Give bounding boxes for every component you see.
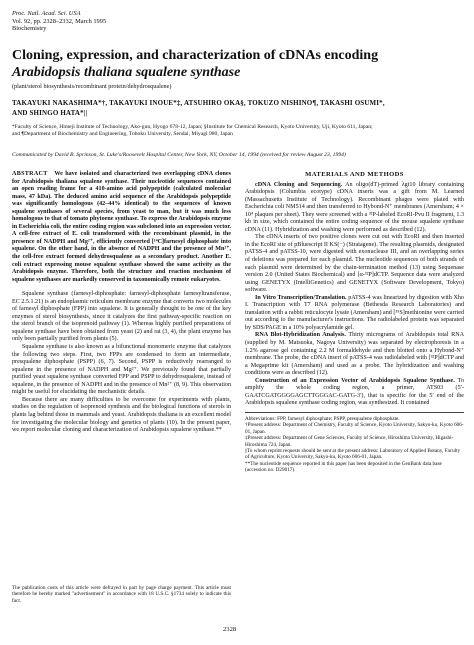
article-title: [12, 48, 464, 81]
subheading-in-vitro: In Vitro Transcription/Translation.: [255, 294, 347, 301]
journal-name: Proc. Natl. Acad. Sci. USA: [12, 10, 81, 17]
methods-paragraph-4-text: Thirty micrograms of Arabidopsis total RNA (supplied by M. Matsuoka, Nagoya University) was separated by electrophoresis in a 1.2% agarose gel containing 2.2 M formaldehyde and then blotted onto a Hybond-N⁺ membrane. The probe, the cDNA insert of pATSS-4 was radiolabeled with [³²P]dCTP and a Megaprime kit (Amersham) and used as a probe. The hybridization and washing conditions were as described (12).: [245, 332, 464, 377]
methods-paragraph-1: [245, 182, 464, 235]
methods-paragraph-5-text: To amplify the whole coding region, a primer, ATS03 (5′-GAATCGATGGGGAGCTTGGGAC-GATG-3′), that is specific for the 5′ end of the Arabidopsis squalene synthase coding region, was synthesized. It contained: [245, 377, 464, 407]
publication-cost-note: The publication costs of this article were defrayed in part by page charge payment. This article must therefore be hereby marked "advertisement" in accordance with 18 U.S.C. §1734 solely to indicate this fact.: [12, 585, 231, 604]
footnote-abbreviations: Abbreviations: FPP, farnesyl diphosphate; PSPP, presqualene diphosphate.: [245, 415, 400, 422]
subheading-rna-blot: RNA Blot-Hybridization Analysis.: [255, 332, 346, 339]
title-line-2-text: Arabidopsis thaliana squalene synthase: [12, 64, 241, 80]
methods-paragraph-2: [245, 234, 464, 294]
footnote-reprints: ||To whom reprint requests should be sent at the present address: Laboratory of Applied Botany, Faculty of Agriculture, Kyoto University, Sakyo-ku, Kyoto 606-01, Japan.: [245, 447, 461, 461]
subheading-cdna-cloning: cDNA Cloning and Sequencing.: [255, 181, 343, 188]
intro-paragraph-1: Squalene synthase (farnesyl-diphosphate: farnesyl-diphosphate farnesyltransferase, EC 2.5.1.21) is an endoplasmic reticulum membrane enzyme that converts two molecules of farnesyl diphosphate (FPP) into squalene. It is generally thought to be one of the key enzymes of sterol biosynthesis, since it catalyzes the first pathway-specific reaction on the sterol branch of the isoprenoid pathway (1). Whereas highly purified preparations of squalene synthase have been obtained from yeast (2) and rat (3, 4), the plant enzyme has only been partially purified from plants (5).: [12, 291, 231, 343]
section-heading-methods: MATERIALS AND METHODS: [305, 171, 404, 178]
journal-header: [12, 10, 106, 33]
affiliation-line-2: and ¶Department of Biochemistry and Engineering, Tohoku University, Sendai, Miyagi 980, Japan: [12, 131, 233, 138]
keywords: (plant/sterol biosynthesis/recombinant protein/dehydrosqualene): [12, 83, 172, 90]
journal-section: Biochemistry: [12, 25, 47, 33]
subheading-expression-vector: Construction of an Expression Vector of Arabidopsis Squalene Synthase.: [255, 377, 455, 384]
author-list: [12, 98, 464, 118]
left-column: [12, 171, 231, 435]
authors-line-2: AND SHINGO HATA*||: [12, 109, 88, 117]
affiliations: [12, 124, 464, 138]
communicated-by: Communicated by David B. Sprinson, St. Luke's/Roosevelt Hospital Center, New York, NY, October 14, 1994 (received for review August 23, 1994): [12, 152, 346, 158]
right-column: [245, 171, 464, 474]
footnote-genbank: **The nucleotide sequence reported in this paper has been deposited in the GenBank data base (accession no. D29017).: [245, 460, 442, 474]
methods-paragraph-1-text: An oligo(dT)-primed λgt10 library containing Arabidopsis (Columbia ecotype) cDNA inserts was a gift from M. Learned (Massachusetts Institute of Technology). Recombinant phages were plated with Escherichia coli NM514 and then transferred to Hybond-N⁺ membranes (Amersham; 4 × 10⁴ plaques per sheet). They were screened with a ³²P-labeled EcoRI-Pvu II fragment, 1.3 kb in size, which contained the entire coding sequence of the mouse squalene synthase cDNA (11). Hybridization and washing were performed as described (12).: [245, 181, 465, 233]
abstract: [12, 171, 231, 284]
affiliation-line-1: *Faculty of Science, Himeji Institute of Technology, Ako-gun, Hyogo 678-12, Japan; §Institute for Chemical Research, Kyoto University, Uji, Kyoto 611, Japan;: [12, 124, 373, 130]
methods-paragraph-5: [245, 378, 464, 408]
footnote-address-2: ‡Present address: Department of Gene Sciences, Faculty of Science, Hiroshima University, Higashi-Hiroshima 724, Japan.: [245, 435, 454, 448]
authors-line-1: TAKAYUKI NAKASHIMA*†, TAKAYUKI INOUE*‡, ATSUHIRO OKA§, TOKUZO NISHINO¶, TAKASHI OSUMI*,: [12, 99, 385, 107]
methods-paragraph-4: [245, 332, 464, 377]
intro-paragraph-2: Squalene synthase is also known as a bifunctional monomeric enzyme that catalyzes the following two steps. First, two FPPs are condensed to form an intermediate, presqualene diphosphate (PSPP) (6, 7). Second, PSPP is reductively rearranged to squalene in the presence of NADPH and Mg²⁺. We previously found that partially purified yeast squalene synthase converted FPP and PSPP to dehydrosqualene, instead of squalene, in the presence of NADPH and in the presence of Mn²⁺ (8, 9). This observation might be useful for elucidating the mechanistic details.: [12, 344, 231, 396]
footnote-divider: [245, 412, 464, 413]
title-line-1: Cloning, expression, and characterization of cDNAs encoding: [12, 48, 379, 63]
methods-paragraph-3: [245, 295, 464, 333]
methods-paragraph-3-text: pATSS-4 was linearized by digestion with Xho I. Transcription with T7 RNA polymerase (Bethesda Research Laboratories) and translation with a rabbit reticulocyte lysate (Amersham) and [³⁵S]methionine were carried out according to the manufacturer's instructions. The radiolabeled protein was separated by SDS/PAGE in a 10% polyacrylamide gel.: [245, 294, 464, 331]
title-line-2: [12, 65, 464, 82]
footnotes: [245, 416, 464, 474]
abstract-text: We have isolated and characterized two overlapping cDNA clones for Arabidopsis thaliana squalene synthase. Their nucleotide sequences contained an open reading frame for a 410-amino acid polypeptide (calculated molecular mass, 47 kDa). The deduced amino acid sequence of the Arabidopsis polypeptide was significantly homologous (42–44% identical) to the sequences of known squalene synthases of several species, from yeast to man, but it was much less homologous to that of tomato phytoene synthase. To express the Arabidopsis enzyme in Escherichia coli, the entire coding region was subcloned into an expression vector. A cell-free extract of E. coli transformed with the recombinant plasmid, in the presence of NADPH and Mg²⁺, efficiently converted [¹⁴C]farnesyl diphosphate into squalene. On the other hand, in the absence of NADPH and the presence of Mn²⁺, the cell-free extract formed dehydrosqualene as a secondary product. Another E. coli extract expressing mouse squalene synthase showed the same activity as the Arabidopsis enzyme. Therefore, both the structure and reaction mechanism of squalene synthases are markedly conserved in taxonomically remote eukaryotes.: [12, 171, 231, 283]
intro-paragraph-3: Because there are many difficulties to be overcome for experiments with plants, studies on the regulation of isoprenoid synthesis and the biological functions of sterols in plants lag behind those in mammals and yeast. Arabidopsis thaliana is an excellent model for investigating the molecular biology and genetics of plants (10). In the present paper, we report molecular cloning and characterization of Arabidopsis squalene synthase.**: [12, 396, 231, 434]
abstract-label: ABSTRACT: [12, 171, 48, 177]
methods-paragraph-2-text: The cDNA inserts of two positive clones were cut out with EcoRI and then inserted in the EcoRI site of pBluescript II KS(−) (Stratagene). The resulting plasmids, designated pATSS-4 and pATSS-10, were digested with exonuclease III, and an overlapping series of deletions was prepared for each plasmid. The nucleotide sequences of both strands of each plasmid were determined by the chain-termination method (13) using Sequenase version 2.0 (United States Biochemical) and [α-³²P]dCTP. Sequence data were analyzed using GENETYX (IntelliGenetics) and GENETYX (Software Development, Tokyo) software.: [245, 234, 464, 294]
footnote-address-1: †Present address: Department of Chemistry, Faculty of Science, Kyoto University, Sakyo-ku, Kyoto 606-01, Japan.: [245, 422, 464, 435]
page-number: 2328: [223, 626, 237, 633]
journal-volume: Vol. 92, pp. 2328–2332, March 1995: [12, 17, 107, 25]
